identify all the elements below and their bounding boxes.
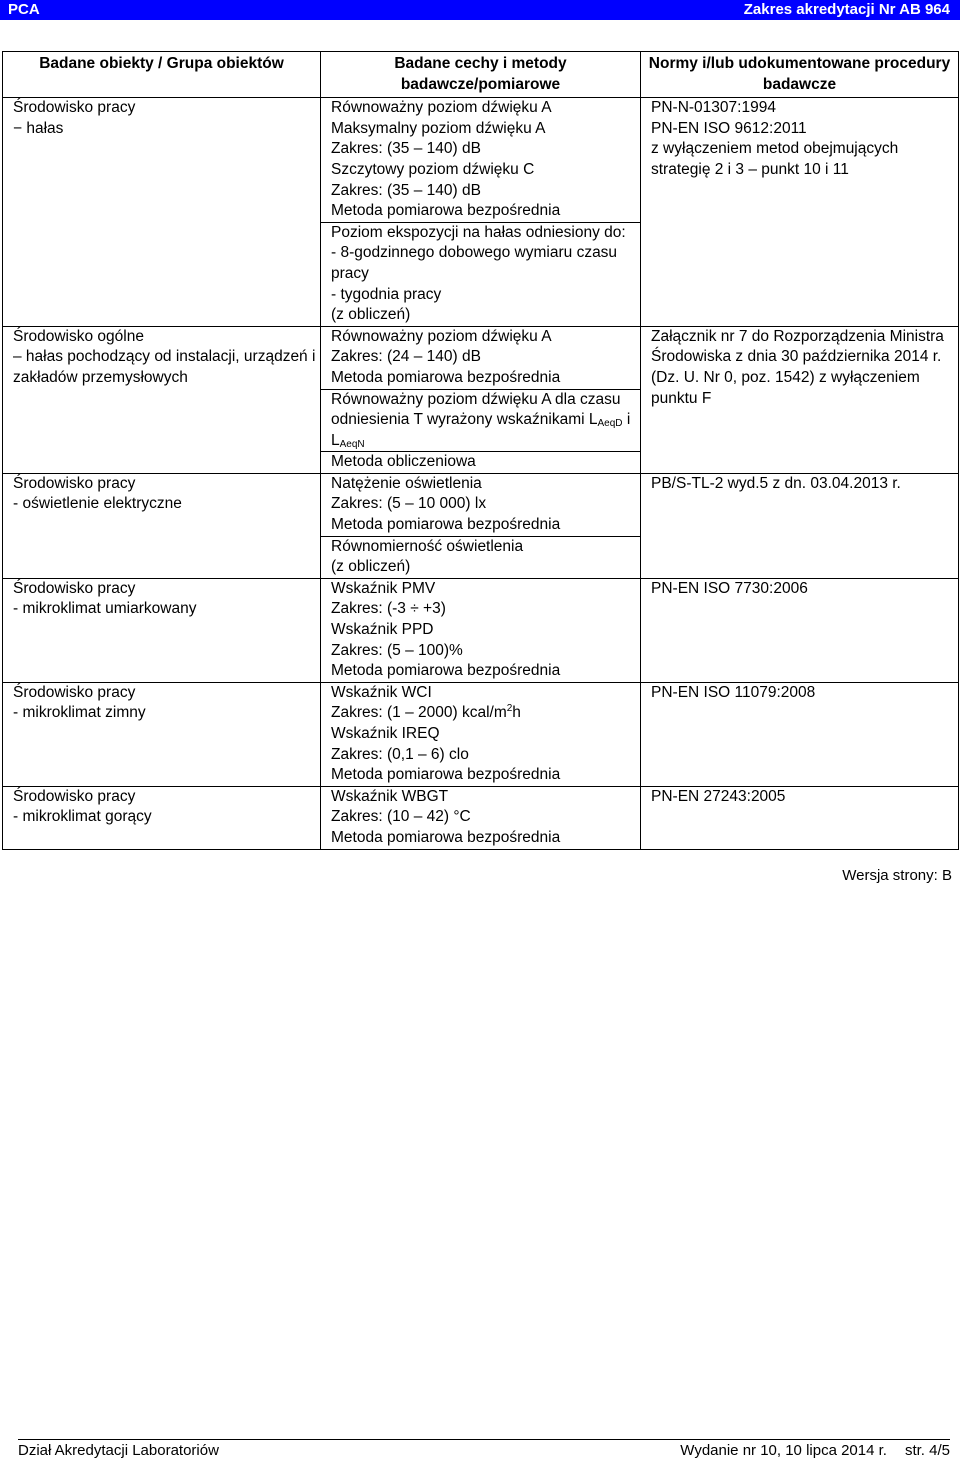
norms-cell: [641, 578, 959, 682]
cell-text-line: (z obliczeń): [331, 306, 411, 324]
cell-text-line: Metoda pomiarowa bezpośrednia: [331, 662, 561, 680]
cell-text-line: Wskaźnik IREQ: [331, 725, 440, 742]
cell-text-line: 2: [506, 703, 513, 715]
feature-block: [321, 537, 640, 578]
cell-text-line: - 8-godzinnego dobowego wymiaru czasu pracy: [331, 244, 618, 282]
cell-text-line: Zakres: (24 – 140) dB: [331, 348, 481, 366]
feature-block: [321, 390, 640, 453]
page-header-bar: [0, 0, 960, 20]
cell-text-line: – hałas pochodzący od instalacji, urządzeń i zakładów przemysłowych: [13, 348, 316, 386]
table-row: [3, 326, 959, 473]
norms-cell: [641, 786, 959, 849]
footer-edition: Wydanie nr 10, 10 lipca 2014 r.: [680, 1442, 887, 1459]
cell-text-line: Zakres: (5 – 10 000) lx: [331, 495, 487, 513]
accreditation-table: [2, 51, 959, 850]
cell-text-line: Zakres: (35 – 140) dB: [331, 181, 481, 199]
cell-text-line: Metoda pomiarowa bezpośrednia: [331, 516, 561, 534]
cell-text-line: i L: [331, 411, 631, 449]
feature-cell: [321, 473, 641, 578]
object-cell: [3, 98, 321, 327]
feature-block: [321, 223, 640, 326]
cell-text-line: Metoda pomiarowa bezpośrednia: [331, 766, 561, 784]
cell-text-line: z wyłączeniem metod obejmujących strategię 2 i 3 – punkt 10 i 11: [651, 140, 899, 178]
feature-cell: [321, 786, 641, 849]
cell-text-line: Wskaźnik PMV: [331, 579, 436, 597]
feature-cell: [321, 98, 641, 327]
cell-text-line: Zakres: (10 – 42) °C: [331, 808, 471, 826]
norms-cell: [641, 473, 959, 578]
cell-text-line: Środowisko pracy: [13, 579, 136, 597]
cell-text-line: Załącznik nr 7 do Rozporządzenia Ministra Środowiska z dnia 30 października 2014 r. (Dz. U. Nr 0, poz. 1542) z wyłączeniem punktu F: [651, 327, 944, 407]
object-cell: [3, 473, 321, 578]
cell-text-line: Wskaźnik PPD: [331, 621, 434, 639]
cell-text-line: - oświetlenie elektryczne: [13, 495, 182, 513]
cell-text-line: PN-EN ISO 9612:2011: [651, 119, 807, 137]
col1-header: Badane obiekty / Grupa obiektów: [3, 52, 321, 98]
cell-text-line: AeqD: [597, 418, 623, 430]
table-row: [3, 98, 959, 327]
cell-text-line: Metoda pomiarowa bezpośrednia: [331, 828, 561, 846]
cell-text-line: Równoważny poziom dźwięku A: [331, 99, 552, 117]
footer-page-number: str. 4/5: [904, 1442, 950, 1459]
norms-cell: [641, 682, 959, 786]
cell-text-line: − hałas: [13, 119, 64, 137]
cell-text-line: - tygodnia pracy: [331, 285, 442, 303]
cell-text-line: Środowisko pracy: [13, 787, 136, 805]
feature-block: [321, 474, 640, 537]
feature-block: [321, 452, 640, 473]
col3-header: Normy i/lub udokumentowane procedury badawcze: [641, 52, 959, 98]
cell-text-line: Zakres: (0,1 – 6) clo: [331, 745, 469, 763]
header-scope-number: Zakres akredytacji Nr AB 964: [743, 1, 950, 18]
cell-text-line: PN-EN ISO 7730:2006: [651, 579, 808, 597]
object-cell: [3, 326, 321, 473]
cell-text-line: PN-N-01307:1994: [651, 99, 776, 117]
cell-text-line: Poziom ekspozycji na hałas odniesiony do:: [331, 223, 626, 241]
cell-text-line: (z obliczeń): [331, 558, 411, 576]
cell-text-line: Szczytowy poziom dźwięku C: [331, 160, 535, 178]
table-row: [3, 578, 959, 682]
cell-text-line: PB/S-TL-2 wyd.5 z dn. 03.04.2013 r.: [651, 474, 901, 492]
cell-text-line: Maksymalny poziom dźwięku A: [331, 119, 546, 137]
cell-text-line: PN-EN ISO 11079:2008: [651, 683, 816, 701]
cell-text-line: - mikroklimat gorący: [13, 808, 152, 826]
cell-text-line: Wskaźnik WCI: [331, 683, 432, 701]
header-org: PCA: [8, 1, 40, 18]
table-row: [3, 682, 959, 786]
cell-text-line: Wskaźnik WBGT: [331, 787, 449, 805]
object-cell: [3, 578, 321, 682]
footer-department: Dział Akredytacji Laboratoriów: [18, 1442, 219, 1459]
cell-text-line: Środowisko pracy: [13, 683, 136, 701]
cell-text-line: Równomierność oświetlenia: [331, 537, 524, 555]
feature-block: [321, 98, 640, 223]
cell-text-line: Metoda pomiarowa bezpośrednia: [331, 368, 561, 386]
feature-block: [321, 327, 640, 390]
cell-text-line: Równoważny poziom dźwięku A dla czasu odniesienia T wyrażony wskaźnikami L: [331, 390, 621, 429]
cell-text-line: Zakres: (5 – 100)%: [331, 641, 463, 659]
cell-text-line: - mikroklimat umiarkowany: [13, 600, 197, 618]
cell-text-line: Środowisko pracy: [13, 99, 136, 117]
norms-cell: [641, 98, 959, 327]
feature-cell: [321, 682, 641, 786]
cell-text-line: PN-EN 27243:2005: [651, 787, 786, 805]
cell-text-line: Środowisko ogólne: [13, 327, 144, 345]
cell-text-line: AeqN: [339, 438, 365, 450]
page-footer: [18, 1439, 950, 1459]
feature-cell: [321, 578, 641, 682]
col2-header: Badane cechy i metody badawcze/pomiarowe: [321, 52, 641, 98]
cell-text-line: Środowisko pracy: [13, 474, 136, 492]
cell-text-line: Zakres: (-3 ÷ +3): [331, 600, 446, 618]
cell-text-line: h: [512, 704, 521, 722]
feature-cell: [321, 326, 641, 473]
cell-text-line: Zakres: (35 – 140) dB: [331, 140, 481, 158]
cell-text-line: Metoda obliczeniowa: [331, 453, 476, 471]
object-cell: [3, 682, 321, 786]
table-row: [3, 473, 959, 578]
cell-text-line: Równoważny poziom dźwięku A: [331, 327, 552, 345]
cell-text-line: Metoda pomiarowa bezpośrednia: [331, 202, 561, 220]
cell-text-line: Natężenie oświetlenia: [331, 474, 482, 492]
norms-cell: [641, 326, 959, 473]
table-row: [3, 786, 959, 849]
cell-text-line: Zakres: (1 – 2000) kcal/m: [331, 704, 507, 722]
cell-text-line: - mikroklimat zimny: [13, 704, 146, 722]
table-header-row: [3, 52, 959, 98]
footer-right: [680, 1442, 950, 1459]
page-version: Wersja strony: B: [842, 867, 952, 884]
object-cell: [3, 786, 321, 849]
